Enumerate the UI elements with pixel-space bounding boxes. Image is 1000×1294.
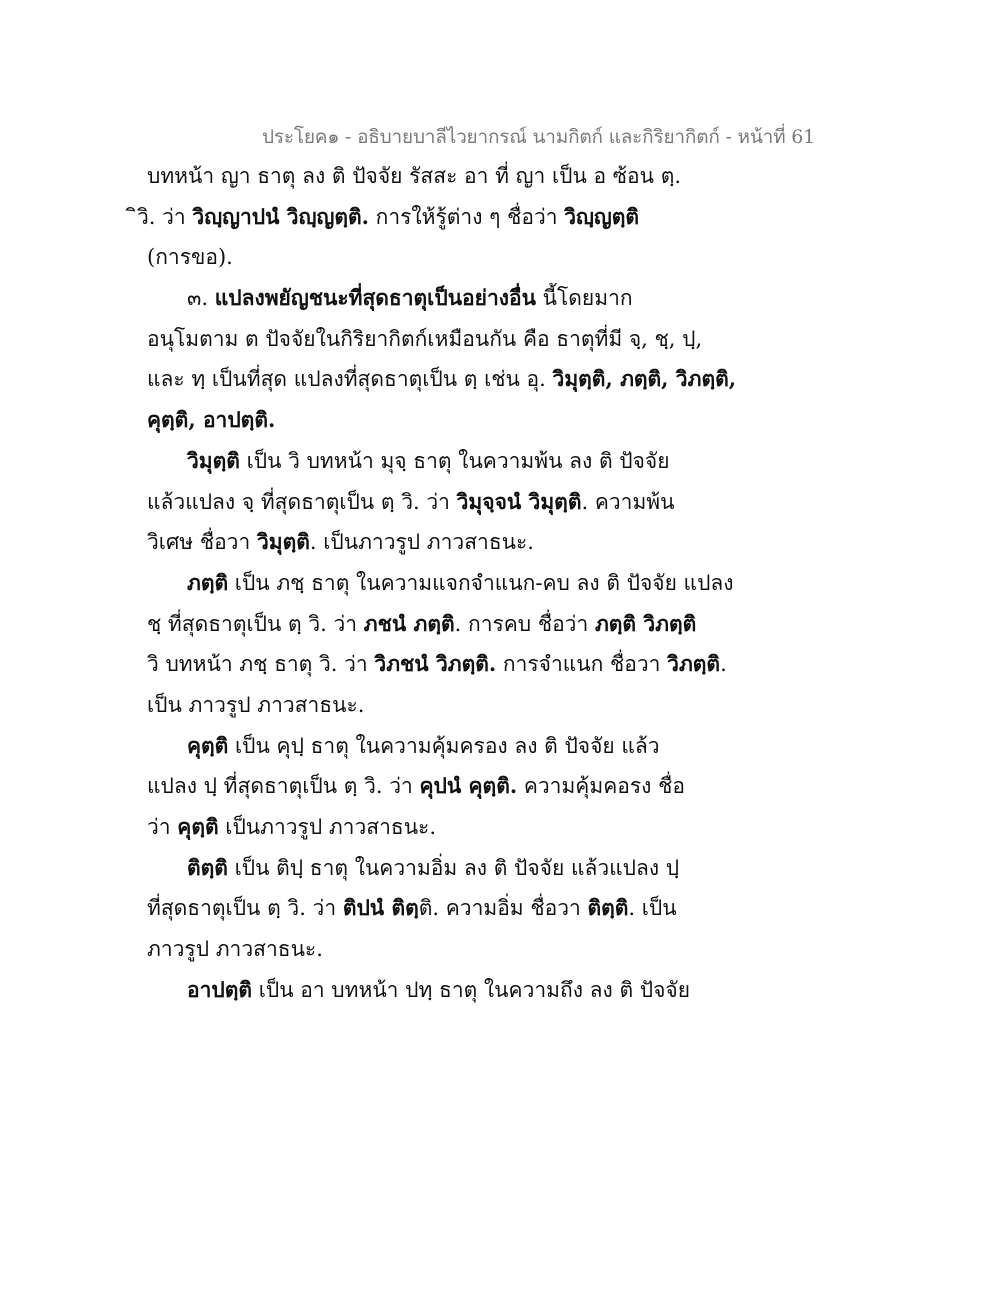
text-segment: . xyxy=(720,652,727,677)
text-segment: ๓. xyxy=(187,286,215,311)
bold-term: วิมุจฺจนํ วิมุตฺติ xyxy=(456,488,582,514)
text-line xyxy=(147,766,707,807)
text-segment: การให้รู้ต่าง ๆ ชื่อว่า xyxy=(368,204,565,229)
text-line xyxy=(147,848,707,889)
bold-term: วิมุตฺติ xyxy=(256,529,310,555)
text-segment: แล้วแปลง จฺ ที่สุดธาตุเป็น ตฺ วิ. ว่า xyxy=(147,489,457,514)
text-segment: ชฺ ที่สุดธาตุเป็น ตฺ วิ. ว่า xyxy=(147,611,364,636)
body-text xyxy=(137,156,737,1010)
bold-term: วิมุตฺติ xyxy=(187,447,240,473)
text-line xyxy=(147,359,737,400)
bold-term: คุตฺติ xyxy=(177,814,219,839)
text-line xyxy=(147,604,707,645)
text-segment: ความคุ้มคอรง ชื่อ xyxy=(517,774,685,799)
text-segment: เป็น ภาวรูป ภาวสาธนะ. xyxy=(147,692,365,717)
text-segment: อนุโมตาม ต ปัจจัยในกิริยากิตก์เหมือนกัน คือ ธาตุที่มี จฺ, ชฺ, ปฺ, xyxy=(147,326,703,351)
text-line xyxy=(147,644,727,685)
text-segment: วิเศษ ชื่อวา xyxy=(147,530,257,555)
bold-term: ภตฺติ xyxy=(187,569,229,595)
text-segment: และ ทฺ เป็นที่สุด แปลงที่สุดธาตุเป็น ตฺ เช่น อุ. xyxy=(147,367,553,392)
text-segment: เป็น ภชฺ ธาตุ ในความแจกจำแนก-คบ ลง ติ ปัจจัย แปลง xyxy=(228,570,734,595)
text-segment: เป็นภาวรูป ภาวสาธนะ. xyxy=(218,815,437,839)
bold-term: วิภชนํ วิภตฺติ. xyxy=(374,651,497,677)
text-segment: ภาวรูป ภาวสาธนะ. xyxy=(147,937,323,962)
text-segment: ว่า xyxy=(147,815,178,839)
text-line xyxy=(147,522,707,563)
text-line xyxy=(147,441,707,482)
text-segment: การจำแนก ชื่อวา xyxy=(496,652,668,677)
text-segment: วิ บทหน้า ภชฺ ธาตุ วิ. ว่า xyxy=(147,652,375,677)
text-segment: แปลง ปฺ ที่สุดธาตุเป็น ตฺ วิ. ว่า xyxy=(147,774,420,799)
text-segment: . เป็นภาวรูป ภาวสาธนะ. xyxy=(309,530,534,555)
text-line xyxy=(147,400,707,441)
bold-term: วิญฺญตฺติ xyxy=(564,203,640,229)
text-line xyxy=(147,237,707,278)
bold-term: วิมุตฺติ, ภตฺติ, วิภตฺติ, xyxy=(552,366,737,392)
bold-term: คุตฺติ, อาปตฺติ. xyxy=(147,407,276,433)
text-segment: . ความพ้น xyxy=(581,489,675,514)
bold-term: ติตฺติ xyxy=(187,854,228,880)
page-header: ประโยค๑ - อธิบายบาลีไวยากรณ์ นามกิตก์ และกิริยากิตก์ - หน้าที่ 61 xyxy=(262,126,816,148)
text-segment: (การขอ). xyxy=(147,245,233,270)
bold-term: ติปนํ ติตฺ xyxy=(342,895,419,921)
text-segment: เป็น อา บทหน้า ปทฺ ธาตุ ในความถึง ลง ติ ปัจจัย xyxy=(252,977,691,1002)
text-line xyxy=(147,319,707,360)
text-line xyxy=(147,726,707,767)
text-segment: . การคบ ชื่อว่า xyxy=(454,611,595,636)
bold-term: ภชนํ ภตฺติ xyxy=(363,610,455,636)
text-segment: เป็น คุปฺ ธาตุ ในความคุ้มครอง ลง ติ ปัจจัย แล้ว xyxy=(228,733,660,758)
bold-term: แปลงพยัญชนะที่สุดธาตุเป็นอย่างอื่น xyxy=(214,285,536,311)
text-segment: ที่สุดธาตุเป็น ตฺ วิ. ว่า xyxy=(147,896,343,921)
bold-term: วิภตฺติ xyxy=(667,651,721,677)
bold-term: อาปตฺติ xyxy=(187,976,253,1002)
text-segment: ิวิ. ว่า xyxy=(137,204,193,229)
text-line xyxy=(137,197,707,238)
text-line xyxy=(147,807,707,848)
text-segment: . เป็น xyxy=(628,896,677,921)
text-line xyxy=(147,970,707,1011)
text-segment: ติ. ความอิ่ม ชื่อวา xyxy=(418,896,588,921)
text-line xyxy=(147,685,707,726)
text-line xyxy=(147,563,734,604)
text-segment: นี้โดยมาก xyxy=(535,286,633,311)
bold-term: ติตฺติ xyxy=(587,895,629,921)
text-line xyxy=(147,888,707,929)
text-line xyxy=(147,482,707,523)
text-segment: เป็น ติปฺ ธาตุ ในความอิ่ม ลง ติ ปัจจัย แล้วแปลง ปฺ xyxy=(227,855,680,880)
text-line xyxy=(147,929,707,970)
bold-term: วิญฺญาปนํ วิญฺญตฺติ. xyxy=(192,203,369,229)
text-segment: เป็น วิ บทหน้า มุจฺ ธาตุ ในความพ้น ลง ติ ปัจจัย xyxy=(239,448,670,473)
bold-term: ภตฺติ วิภตฺติ xyxy=(594,610,697,636)
bold-term: คุตฺติ xyxy=(187,732,229,758)
text-line xyxy=(147,156,707,197)
text-line xyxy=(147,278,707,319)
bold-term: คุปนํ คุตฺติ. xyxy=(419,773,518,799)
text-segment: บทหน้า ญา ธาตุ ลง ติ ปัจจัย รัสสะ อา ที่ ญา เป็น อ ซ้อน ตฺ. xyxy=(147,164,682,188)
